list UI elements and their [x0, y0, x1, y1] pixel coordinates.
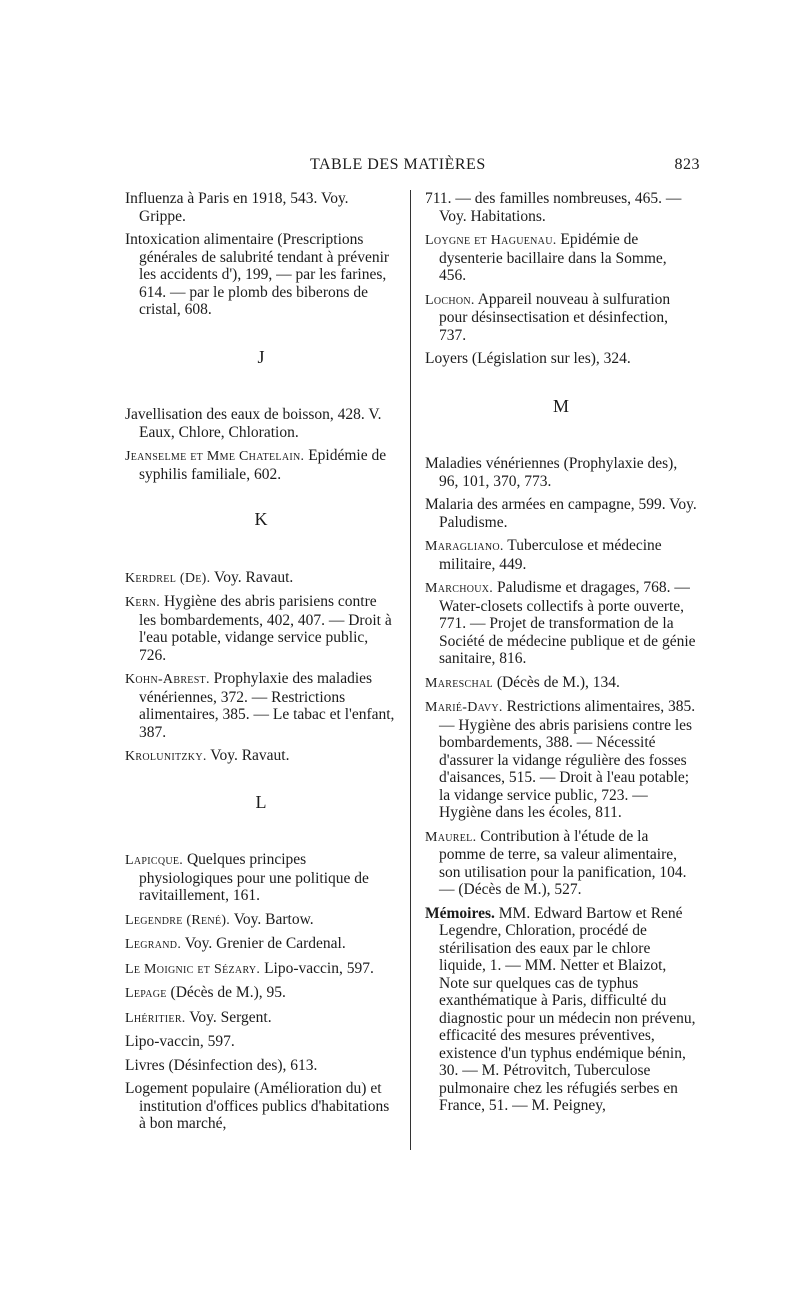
- entry-text: Contribution à l'étude de la pomme de terre, sa valeur alimentaire, son utilisation pour la panification, 104. — (Décès de M.), 527.: [439, 827, 687, 898]
- entry-head: Legrand.: [125, 937, 182, 952]
- entry-head: Maragliano.: [425, 539, 504, 554]
- index-entry: [125, 670, 397, 741]
- index-entry: [125, 911, 397, 930]
- index-entry: [425, 905, 697, 1115]
- index-entry: [425, 537, 697, 573]
- entry-text: Voy. Sergent.: [185, 1008, 272, 1026]
- entry-text: Hygiène des abris parisiens contre les bombardements, 402, 407. — Droit à l'eau potable, vidange service public, 726.: [139, 593, 392, 664]
- index-entry: [125, 1057, 397, 1075]
- column-divider: [410, 190, 411, 1150]
- entry-head: Kern.: [125, 595, 161, 610]
- entry-head: Legendre (René).: [125, 912, 231, 928]
- entry-head: Lochon.: [425, 292, 475, 308]
- index-entry: [425, 350, 697, 368]
- entry-text: Voy. Bartow.: [230, 910, 314, 928]
- entry-head: Lhéritier.: [125, 1010, 186, 1026]
- index-entry: [125, 1080, 397, 1133]
- running-head: [120, 156, 700, 180]
- entry-text: Lipo-vaccin, 597.: [125, 1033, 235, 1050]
- index-entry: [125, 569, 397, 588]
- index-entry: [425, 674, 697, 693]
- index-entry: [125, 984, 397, 1003]
- right-column: [425, 190, 697, 1121]
- index-entry: [125, 593, 397, 664]
- entry-text: Livres (Désinfection des), 613.: [125, 1056, 318, 1074]
- index-entry: [425, 231, 697, 285]
- index-entry: [125, 935, 397, 954]
- entry-text: Logement populaire (Amélioration du) et institution d'offices publics d'habitations à bon marché,: [125, 1080, 390, 1132]
- entry-head: Loygne et Haguenau.: [425, 233, 557, 248]
- entry-text: Voy. Grenier de Cardenal.: [181, 935, 346, 952]
- entry-head: Krolunitzky.: [125, 749, 207, 764]
- entry-head: Marchoux.: [425, 581, 494, 596]
- entry-text: Lipo-vaccin, 597.: [260, 959, 374, 977]
- page-number: 823: [674, 156, 700, 173]
- index-entry: [125, 851, 397, 905]
- entry-text: Malaria des armées en campagne, 599. Voy. Paludisme.: [425, 496, 697, 531]
- index-entry: [125, 447, 397, 483]
- entry-text: Javellisation des eaux de boisson, 428. V. Eaux, Chlore, Chloration.: [125, 406, 382, 441]
- index-entry: [425, 828, 697, 899]
- index-entry: [425, 496, 697, 531]
- page-title: TABLE DES MATIÈRES: [310, 156, 486, 173]
- index-entry: [425, 579, 697, 668]
- entry-text: Voy. Ravaut.: [210, 568, 294, 586]
- index-entry: [125, 1033, 397, 1051]
- index-entry: [125, 190, 397, 225]
- entry-text: Voy. Ravaut.: [206, 747, 290, 764]
- entry-text: Maladies vénériennes (Prophylaxie des), 96, 101, 370, 773.: [425, 455, 678, 490]
- entry-head: Jeanselme et Mme Chatelain.: [125, 449, 305, 464]
- section-letter: L: [255, 791, 267, 812]
- index-entry: [125, 747, 397, 766]
- entry-text: MM. Edward Bartow et René Legendre, Chloration, procédé de stérilisation des eaux par le chlore liquide, 1. — MM. Netter et Blaizot, Note sur quelques cas de typhus exanthématique à Paris, difficulté du diagnostic pour un médecin non prévenu, efficacité des mesures préventives, existence d'un typhus endémique bénin, 30. — M. Pétrovitch, Tuberculose pulmonaire chez les réfugiés serbes en France, 51. — M. Peigney,: [439, 904, 696, 1114]
- entry-text: (Décès de M.), 95.: [166, 984, 286, 1001]
- entry-text: Restrictions alimentaires, 385. — Hygiène des abris parisiens contre les bombardements, 388. — Nécessité d'assurer la vidange régulière des fosses d'aisances, 515. — Droit à l'eau potable; la vidange service public, 723. — Hygiène dans les écoles, 811.: [439, 698, 696, 821]
- index-entry: [125, 1009, 397, 1028]
- entry-text: Influenza à Paris en 1918, 543. Voy. Grippe.: [125, 190, 349, 225]
- index-entry: [425, 190, 697, 225]
- entry-head: Mareschal: [425, 675, 493, 691]
- entry-head: Maurel.: [425, 829, 477, 845]
- section-letter: J: [257, 346, 265, 367]
- entry-text: Paludisme et dragages, 768. — Water-closets collectifs à porte ouverte, 771. — Projet de transformation de la Société de médecine publique et de génie sanitaire, 816.: [439, 579, 696, 667]
- index-entry: [425, 291, 697, 345]
- entry-head: Le Moignic et Sézary.: [125, 961, 261, 977]
- index-entry: [425, 455, 697, 490]
- entry-text: Intoxication alimentaire (Prescriptions générales de salubrité tendant à prévenir les accidents d'), 199, — par les farines, 614. — par le plomb des biberons de cristal, 608.: [125, 231, 390, 318]
- section-letter: K: [254, 509, 268, 529]
- entry-head: Lapicque.: [125, 853, 184, 868]
- entry-head: Lepage: [125, 986, 167, 1001]
- entry-head: Kerdrel (De).: [125, 570, 211, 586]
- left-column: [125, 190, 397, 1139]
- index-entry: [125, 960, 397, 979]
- entry-text: Epidémie de syphilis familiale, 602.: [139, 447, 387, 483]
- index-entry: [125, 406, 397, 441]
- entry-head: Mémoires.: [425, 904, 495, 922]
- entry-text: Epidémie de dysenterie bacillaire dans la Somme, 456.: [439, 231, 667, 284]
- entry-text: Quelques principes physiologiques pour une politique de ravitaillement, 161.: [139, 851, 369, 904]
- entry-text: Appareil nouveau à sulfuration pour désinsectisation et désinfection, 737.: [439, 290, 671, 344]
- index-entry: [425, 698, 697, 822]
- entry-text: Tuberculose et médecine militaire, 449.: [439, 537, 662, 573]
- entry-text: Prophylaxie des maladies vénériennes, 372. — Restrictions alimentaires, 385. — Le tabac et l'enfant, 387.: [139, 670, 395, 741]
- entry-head: Marié-Davy.: [425, 700, 503, 715]
- section-letter: M: [552, 395, 569, 416]
- entry-text: 711. — des familles nombreuses, 465. — Voy. Habitations.: [425, 190, 682, 225]
- entry-text: (Décès de M.), 134.: [492, 673, 620, 691]
- entry-head: Kohn-Abrest.: [125, 672, 210, 687]
- index-entry: [125, 231, 397, 319]
- entry-text: Loyers (Législation sur les), 324.: [425, 350, 631, 367]
